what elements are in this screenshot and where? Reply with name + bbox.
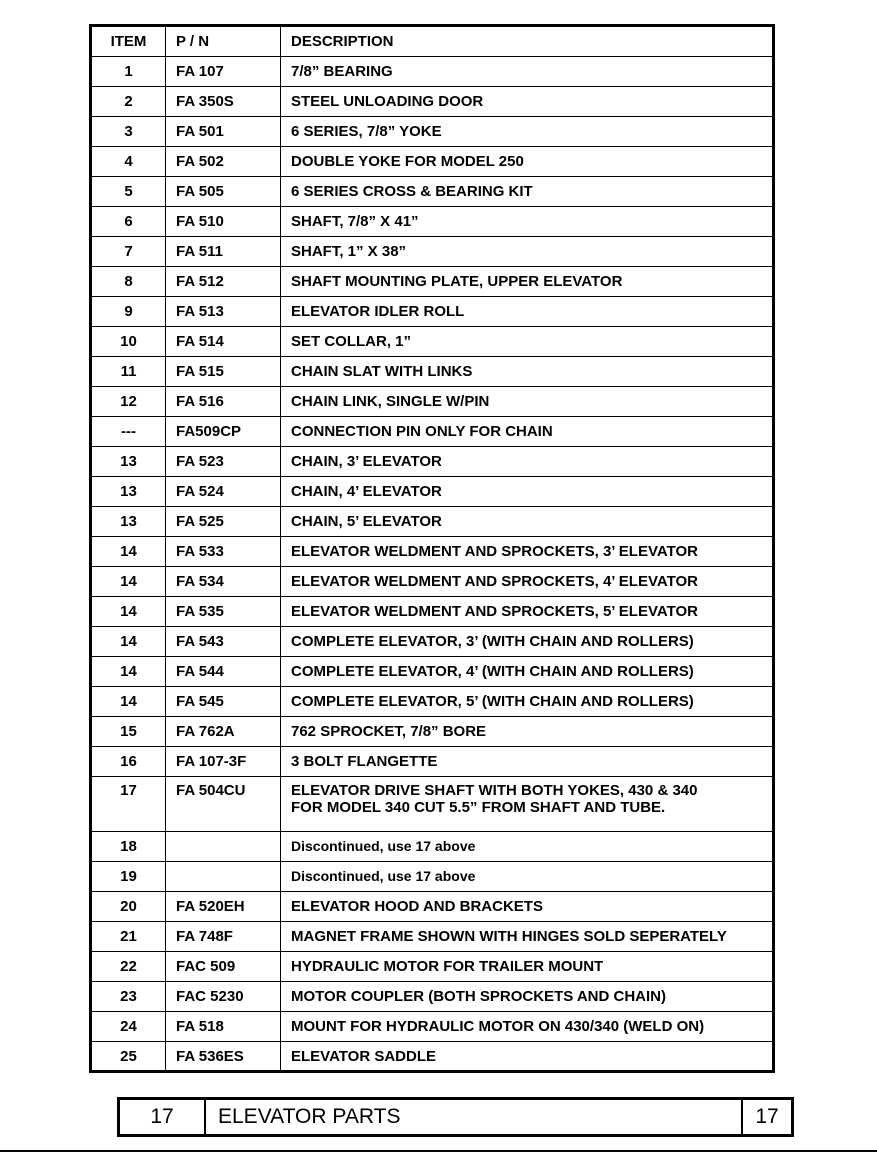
part-description: 7/8” BEARING bbox=[281, 57, 774, 87]
table-row bbox=[91, 717, 774, 747]
part-description: DOUBLE YOKE FOR MODEL 250 bbox=[281, 147, 774, 177]
part-description: ELEVATOR SADDLE bbox=[281, 1042, 774, 1072]
part-number: FA 504CU bbox=[166, 777, 281, 832]
part-description: Discontinued, use 17 above bbox=[281, 832, 774, 862]
header-item: ITEM bbox=[91, 26, 166, 57]
table-row bbox=[91, 507, 774, 537]
table-row bbox=[91, 597, 774, 627]
table-row bbox=[91, 57, 774, 87]
part-number: FA 520EH bbox=[166, 892, 281, 922]
part-number: FA509CP bbox=[166, 417, 281, 447]
part-number bbox=[166, 832, 281, 862]
part-number: FA 536ES bbox=[166, 1042, 281, 1072]
item-number: 14 bbox=[91, 657, 166, 687]
table-row bbox=[91, 627, 774, 657]
part-number: FA 523 bbox=[166, 447, 281, 477]
part-description: HYDRAULIC MOTOR FOR TRAILER MOUNT bbox=[281, 952, 774, 982]
page-footer bbox=[117, 1097, 794, 1137]
item-number: 14 bbox=[91, 687, 166, 717]
part-number: FA 513 bbox=[166, 297, 281, 327]
table-row bbox=[91, 207, 774, 237]
table-row bbox=[91, 537, 774, 567]
part-number: FA 512 bbox=[166, 267, 281, 297]
part-description: STEEL UNLOADING DOOR bbox=[281, 87, 774, 117]
item-number: 6 bbox=[91, 207, 166, 237]
table-row bbox=[91, 297, 774, 327]
item-number: 14 bbox=[91, 627, 166, 657]
part-description: COMPLETE ELEVATOR, 5’ (WITH CHAIN AND ROLLERS) bbox=[281, 687, 774, 717]
part-number: FA 525 bbox=[166, 507, 281, 537]
part-number: FA 544 bbox=[166, 657, 281, 687]
item-number: 22 bbox=[91, 952, 166, 982]
table-row bbox=[91, 747, 774, 777]
item-number: 20 bbox=[91, 892, 166, 922]
table-row bbox=[91, 892, 774, 922]
part-description: 6 SERIES CROSS & BEARING KIT bbox=[281, 177, 774, 207]
item-number: 10 bbox=[91, 327, 166, 357]
part-number: FA 535 bbox=[166, 597, 281, 627]
item-number: 19 bbox=[91, 862, 166, 892]
part-description: ELEVATOR WELDMENT AND SPROCKETS, 3’ ELEVATOR bbox=[281, 537, 774, 567]
part-description: 6 SERIES, 7/8” YOKE bbox=[281, 117, 774, 147]
item-number: 17 bbox=[91, 777, 166, 832]
table-row bbox=[91, 687, 774, 717]
part-description: SHAFT MOUNTING PLATE, UPPER ELEVATOR bbox=[281, 267, 774, 297]
part-description: COMPLETE ELEVATOR, 3’ (WITH CHAIN AND ROLLERS) bbox=[281, 627, 774, 657]
part-description: MAGNET FRAME SHOWN WITH HINGES SOLD SEPERATELY bbox=[281, 922, 774, 952]
part-number: FA 510 bbox=[166, 207, 281, 237]
part-description-line-2: FOR MODEL 340 CUT 5.5” FROM SHAFT AND TUBE. bbox=[291, 799, 666, 816]
item-number: 8 bbox=[91, 267, 166, 297]
part-number: FA 533 bbox=[166, 537, 281, 567]
part-number: FA 515 bbox=[166, 357, 281, 387]
item-number: 14 bbox=[91, 567, 166, 597]
item-number: 13 bbox=[91, 507, 166, 537]
item-number: 15 bbox=[91, 717, 166, 747]
table-row bbox=[91, 447, 774, 477]
table-row bbox=[91, 922, 774, 952]
part-description: Discontinued, use 17 above bbox=[281, 862, 774, 892]
page-number-right: 17 bbox=[741, 1100, 791, 1134]
table-row bbox=[91, 387, 774, 417]
part-number: FA 516 bbox=[166, 387, 281, 417]
part-description: 762 SPROCKET, 7/8” BORE bbox=[281, 717, 774, 747]
item-number: 9 bbox=[91, 297, 166, 327]
bottom-divider bbox=[0, 1150, 877, 1152]
part-description: 3 BOLT FLANGETTE bbox=[281, 747, 774, 777]
table-row bbox=[91, 357, 774, 387]
header-description: DESCRIPTION bbox=[281, 26, 774, 57]
table-row bbox=[91, 567, 774, 597]
part-description: CHAIN, 5’ ELEVATOR bbox=[281, 507, 774, 537]
item-number: 23 bbox=[91, 982, 166, 1012]
part-number: FA 524 bbox=[166, 477, 281, 507]
page-number-left: 17 bbox=[120, 1100, 206, 1134]
item-number: 25 bbox=[91, 1042, 166, 1072]
part-number: FA 545 bbox=[166, 687, 281, 717]
table-header-row bbox=[91, 26, 774, 57]
table-row bbox=[91, 147, 774, 177]
part-description: SET COLLAR, 1” bbox=[281, 327, 774, 357]
part-description: MOUNT FOR HYDRAULIC MOTOR ON 430/340 (WELD ON) bbox=[281, 1012, 774, 1042]
table-row bbox=[91, 1012, 774, 1042]
part-number: FAC 5230 bbox=[166, 982, 281, 1012]
table-row bbox=[91, 952, 774, 982]
table-row bbox=[91, 177, 774, 207]
table-row bbox=[91, 1042, 774, 1072]
item-number: 12 bbox=[91, 387, 166, 417]
item-number: 21 bbox=[91, 922, 166, 952]
part-number: FA 762A bbox=[166, 717, 281, 747]
item-number: 4 bbox=[91, 147, 166, 177]
part-description: MOTOR COUPLER (BOTH SPROCKETS AND CHAIN) bbox=[281, 982, 774, 1012]
part-description: SHAFT, 7/8” X 41” bbox=[281, 207, 774, 237]
part-number: FA 748F bbox=[166, 922, 281, 952]
item-number: 18 bbox=[91, 832, 166, 862]
header-part-number: P / N bbox=[166, 26, 281, 57]
section-title: ELEVATOR PARTS bbox=[218, 1105, 401, 1128]
item-number: 14 bbox=[91, 597, 166, 627]
table-row bbox=[91, 657, 774, 687]
table-row bbox=[91, 327, 774, 357]
item-number: 24 bbox=[91, 1012, 166, 1042]
table-row bbox=[91, 862, 774, 892]
part-number: FA 511 bbox=[166, 237, 281, 267]
part-description: CHAIN, 3’ ELEVATOR bbox=[281, 447, 774, 477]
part-description bbox=[281, 777, 774, 832]
item-number: 7 bbox=[91, 237, 166, 267]
part-number: FA 502 bbox=[166, 147, 281, 177]
table-row bbox=[91, 832, 774, 862]
table-row bbox=[91, 777, 774, 832]
part-description-line-1: ELEVATOR DRIVE SHAFT WITH BOTH YOKES, 430 & 340 bbox=[291, 782, 698, 799]
part-number: FA 543 bbox=[166, 627, 281, 657]
part-number: FAC 509 bbox=[166, 952, 281, 982]
part-number: FA 505 bbox=[166, 177, 281, 207]
part-description: ELEVATOR IDLER ROLL bbox=[281, 297, 774, 327]
part-number: FA 534 bbox=[166, 567, 281, 597]
item-number: 13 bbox=[91, 447, 166, 477]
part-number: FA 107-3F bbox=[166, 747, 281, 777]
part-number: FA 518 bbox=[166, 1012, 281, 1042]
part-description: COMPLETE ELEVATOR, 4’ (WITH CHAIN AND ROLLERS) bbox=[281, 657, 774, 687]
item-number: 2 bbox=[91, 87, 166, 117]
table-row bbox=[91, 87, 774, 117]
part-description: CHAIN LINK, SINGLE W/PIN bbox=[281, 387, 774, 417]
item-number: 3 bbox=[91, 117, 166, 147]
part-description: CHAIN SLAT WITH LINKS bbox=[281, 357, 774, 387]
item-number: --- bbox=[91, 417, 166, 447]
part-description: ELEVATOR HOOD AND BRACKETS bbox=[281, 892, 774, 922]
table-row bbox=[91, 477, 774, 507]
part-description: CONNECTION PIN ONLY FOR CHAIN bbox=[281, 417, 774, 447]
part-number bbox=[166, 862, 281, 892]
item-number: 5 bbox=[91, 177, 166, 207]
part-number: FA 514 bbox=[166, 327, 281, 357]
item-number: 16 bbox=[91, 747, 166, 777]
table-row bbox=[91, 417, 774, 447]
part-description: CHAIN, 4’ ELEVATOR bbox=[281, 477, 774, 507]
item-number: 13 bbox=[91, 477, 166, 507]
table-row bbox=[91, 982, 774, 1012]
part-number: FA 501 bbox=[166, 117, 281, 147]
table-row bbox=[91, 267, 774, 297]
item-number: 14 bbox=[91, 537, 166, 567]
item-number: 1 bbox=[91, 57, 166, 87]
parts-table bbox=[89, 24, 775, 1073]
part-description: SHAFT, 1” X 38” bbox=[281, 237, 774, 267]
part-number: FA 350S bbox=[166, 87, 281, 117]
part-description: ELEVATOR WELDMENT AND SPROCKETS, 5’ ELEVATOR bbox=[281, 597, 774, 627]
table-row bbox=[91, 117, 774, 147]
item-number: 11 bbox=[91, 357, 166, 387]
table-row bbox=[91, 237, 774, 267]
part-number: FA 107 bbox=[166, 57, 281, 87]
part-description: ELEVATOR WELDMENT AND SPROCKETS, 4’ ELEVATOR bbox=[281, 567, 774, 597]
